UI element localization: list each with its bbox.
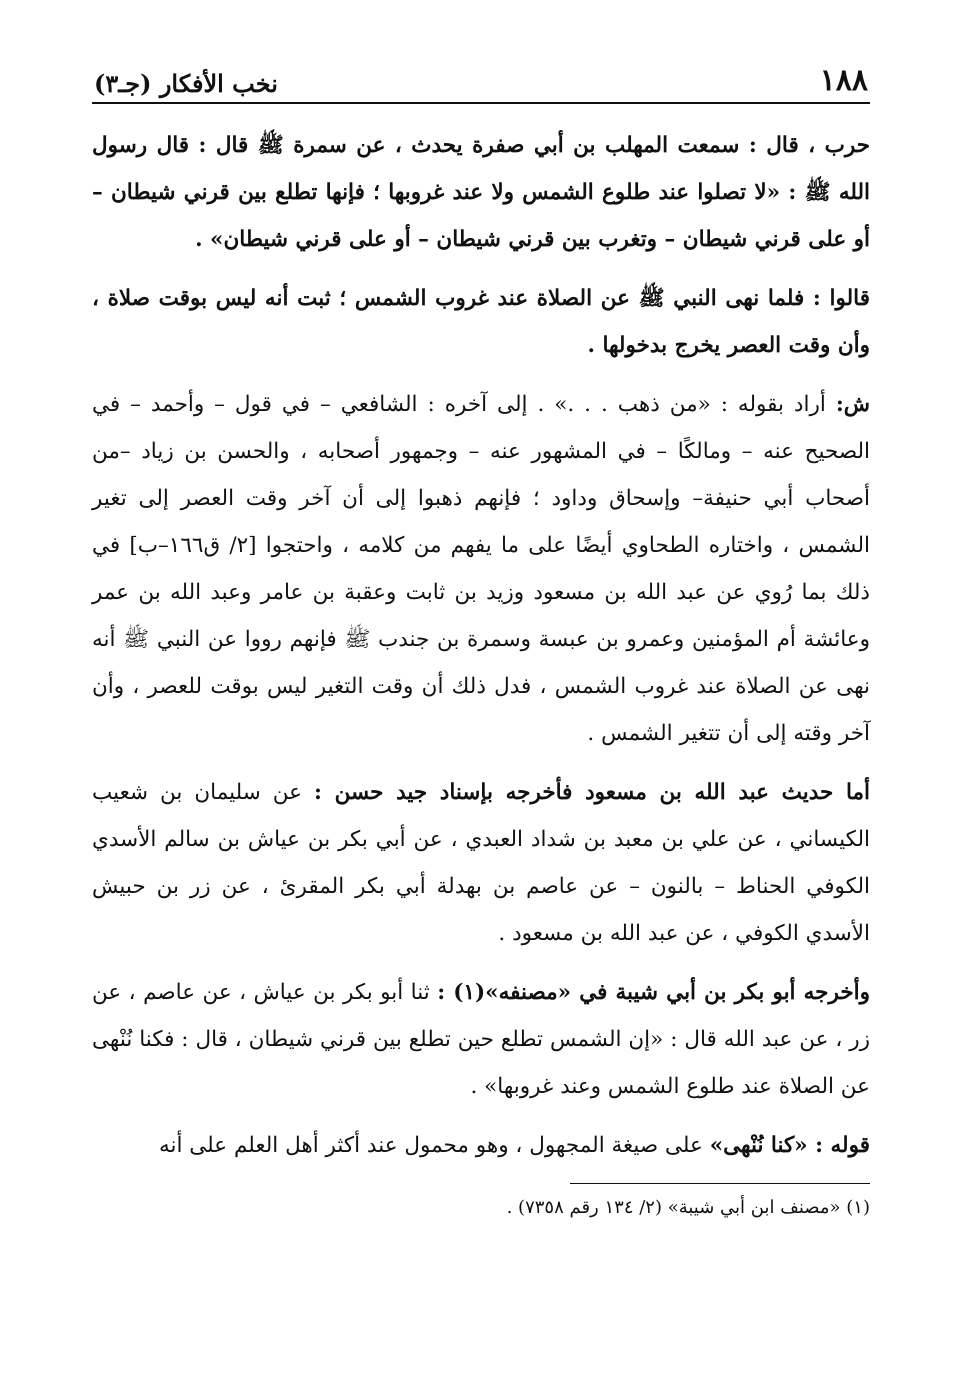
footnote: (١) «مصنف ابن أبي شيبة» (٢/ ١٣٤ رقم ٧٣٥٨) . (506, 1197, 870, 1218)
paragraph-ibn-masud (92, 769, 870, 957)
page-header (92, 52, 870, 104)
paragraph-lead: وأخرجه أبو بكر بن أبي شيبة في «مصنفه»(١) : (437, 980, 870, 1005)
paragraph-lead: ش: (835, 392, 870, 417)
paragraph-text: ثنا أبو بكر بن عياش ، عن عاصم ، عن زر ، عن عبد الله قال : «إن الشمس تطلع حين تطلع بين قرني شيطان ، قال : فكنا نُنْهى عن الصلاة عند طلوع الشمس وعند غروبها» . (92, 980, 870, 1099)
paragraph-sharh (92, 381, 870, 757)
paragraph-ibn-abi-shayba (92, 969, 870, 1110)
page-number: ١٨٨ (819, 63, 868, 98)
paragraph-text: حرب ، قال : سمعت المهلب بن أبي صفرة يحدث ، عن سمرة ﷺ قال : قال رسول الله ﷺ : «لا تصلوا عند طلوع الشمس ولا عند غروبها ؛ فإنها تطلع بين قرني شيطان – أو على قرني شيطان – وتغرب بين قرني شيطان – أو على قرني شيطان» . (92, 133, 870, 252)
paragraph-qalu (92, 275, 870, 369)
footnote-divider (570, 1183, 870, 1184)
paragraph-lead: قوله : «كنا نُنْهى» (709, 1133, 870, 1158)
paragraph-lead: أما حديث عبد الله بن مسعود فأخرجه بإسناد جيد حسن : (313, 780, 870, 805)
paragraph-text: على صيغة المجهول ، وهو محمول عند أكثر أهل العلم على أنه (158, 1133, 703, 1158)
page (92, 52, 870, 1224)
paragraph-text: أراد بقوله : «من ذهب . . .» . إلى آخره : الشافعي – في قول – وأحمد – في الصحيح عنه – ومالكًا – في المشهور عنه – وجمهور أصحابه ، والحسن بن زياد –من أصحاب أبي حنيفة– وإسحاق وداود ؛ فإنهم ذهبوا إلى أن آخر وقت العصر إلى تغير الشمس ، واختاره الطحاوي أيضًا على ما يفهم من كلامه ، واحتجوا [٢/ ق١٦٦–ب] في ذلك بما رُوي عن عبد الله بن مسعود وزيد بن ثابت وعقبة بن عامر وعبد الله بن عمر وعائشة أم المؤمنين وعمرو بن عبسة وسمرة بن جندب ﷺ فإنهم رووا عن النبي ﷺ أنه نهى عن الصلاة عند غروب الشمس ، فدل ذلك أن وقت التغير ليس بوقت للعصر ، وأن آخر وقته إلى أن تتغير الشمس . (92, 392, 870, 746)
paragraph-hadith (92, 122, 870, 263)
paragraph-text: عن سليمان بن شعيب الكيساني ، عن علي بن معبد بن شداد العبدي ، عن أبي بكر بن عياش بن سالم الأسدي الكوفي الحناط – بالنون – عن عاصم بن بهدلة أبي بكر المقرئ ، عن زر بن حبيش الأسدي الكوفي ، عن عبد الله بن مسعود . (92, 780, 870, 946)
paragraph-qawluhu (92, 1122, 870, 1169)
page-body (92, 122, 870, 1169)
book-title: نخب الأفكار (جـ٣) (94, 69, 278, 98)
paragraph-text: قالوا : فلما نهى النبي ﷺ عن الصلاة عند غروب الشمس ؛ ثبت أنه ليس بوقت صلاة ، وأن وقت العصر يخرج بدخولها . (92, 286, 870, 358)
